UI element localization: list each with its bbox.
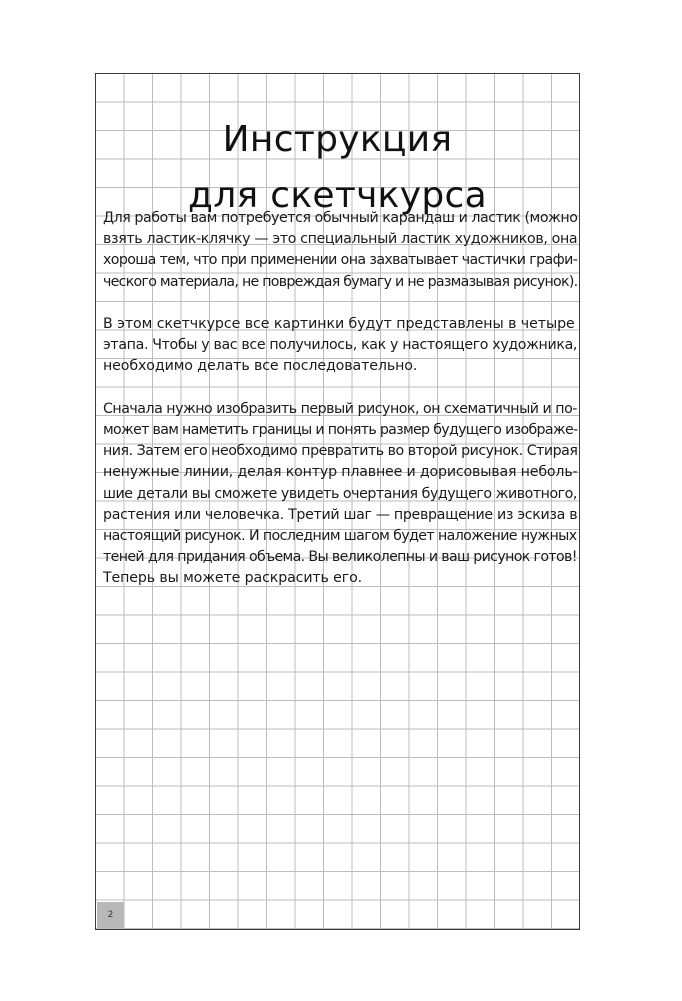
page-number: 2 (97, 902, 124, 928)
paragraph-stages (103, 314, 581, 378)
text-line: теней для придания объема. Вы великолепны и ваш рисунок готов! (103, 549, 577, 566)
text-line: ческого материала, не повреждая бумагу и не размазывая рисунок). (103, 273, 578, 290)
page-title-line-2: для скетчкурса (188, 175, 487, 216)
text-line: необходимо делать все последовательно. (103, 358, 418, 375)
text-line: ненужные линии, делая контур плавнее и дорисовывая неболь- (103, 464, 578, 481)
text-line: хороша тем, что при применении она захватывает частички графи- (103, 252, 578, 269)
paragraph-steps (103, 399, 581, 590)
paragraph-materials (103, 208, 581, 293)
text-line: Для работы вам потребуется обычный карандаш и ластик (можно (103, 210, 578, 226)
text-line: ния. Затем его необходимо превратить во второй рисунок. Стирая (103, 443, 578, 460)
text-line: шие детали вы сможете увидеть очертания будущего животного, (103, 485, 577, 502)
text-line: В этом скетчкурсе все картинки будут представлены в четыре (103, 316, 575, 332)
instruction-text (103, 208, 581, 611)
text-line: Теперь вы можете раскрасить его. (103, 570, 363, 587)
text-line: этапа. Чтобы у вас все получилось, как у настоящего художника, (103, 337, 578, 354)
page-title-line-1: Инструкция (222, 119, 453, 160)
text-line: Сначала нужно изобразить первый рисунок, он схематичный и по- (103, 400, 577, 417)
text-line: взять ластик-клячку — это специальный ластик художников, она (103, 231, 578, 248)
text-line: настоящий рисунок. И последним шагом будет наложение нужных (103, 528, 577, 545)
text-line: может вам наметить границы и понять размер будущего изображе- (103, 422, 578, 438)
text-line: растения или человечка. Третий шаг — превращение из эскиза в (103, 506, 578, 523)
